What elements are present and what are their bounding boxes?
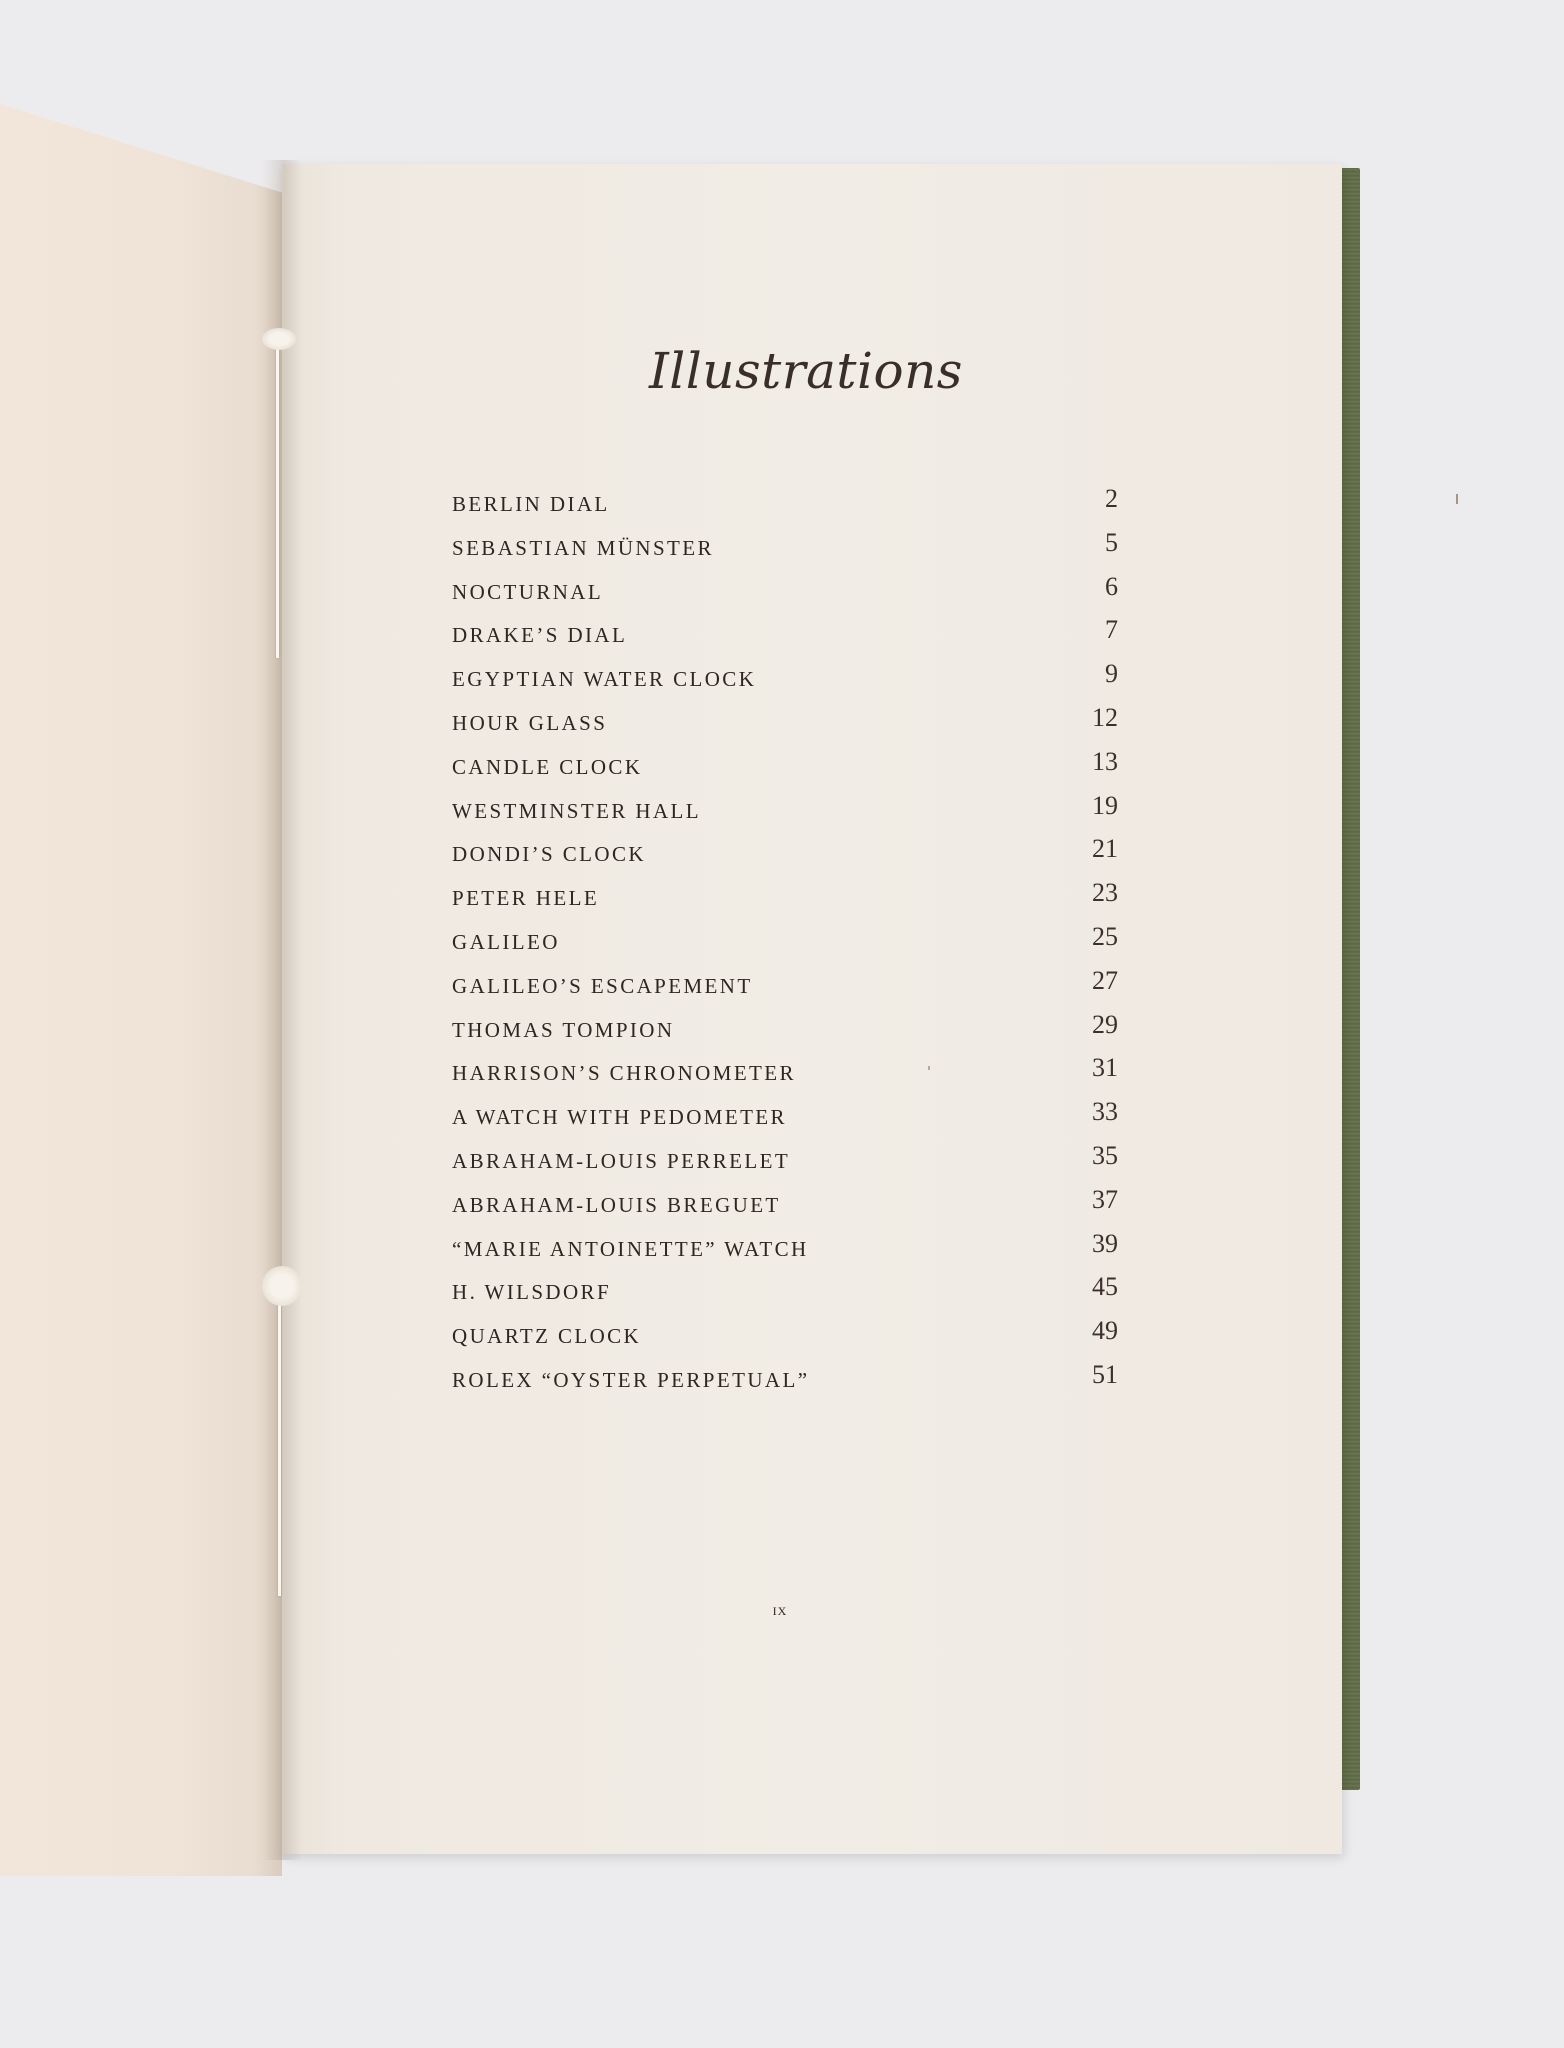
binding-thread-lower [278,1278,281,1596]
illustrations-list [452,478,1122,1398]
illustration-title: THOMAS TOMPION [452,1017,675,1042]
list-item [452,522,1122,566]
illustration-page-number: 2 [1105,484,1118,513]
illustration-title: CANDLE CLOCK [452,754,643,779]
list-item [452,1091,1122,1135]
illustration-title: ABRAHAM-LOUIS PERRELET [452,1148,791,1173]
page-number-folio [0,1600,1564,1620]
illustration-page-number: 9 [1105,659,1118,689]
illustration-page-number: 19 [1092,790,1118,820]
list-item [452,566,1122,610]
list-item [452,1135,1122,1179]
illustration-page-number: 49 [1092,1316,1118,1346]
illustration-title: H. WILSDORF [452,1280,612,1305]
folio-text: ix [772,1600,788,1619]
illustration-title: NOCTURNAL [452,579,604,604]
list-item [452,1047,1122,1091]
illustration-title: EGYPTIAN WATER CLOCK [452,667,757,692]
paper-speck [1456,494,1458,504]
list-item [452,1354,1122,1398]
illustration-title: DRAKE’S DIAL [452,623,628,648]
list-item [452,1223,1122,1267]
illustration-page-number: 39 [1092,1228,1118,1258]
illustration-page-number: 25 [1092,921,1118,951]
illustration-page-number: 7 [1105,615,1118,645]
illustration-title: HARRISON’S CHRONOMETER [452,1061,796,1086]
illustration-title: ROLEX “OYSTER PERPETUAL” [452,1367,810,1392]
illustration-title: PETER HELE [452,886,600,911]
list-item [452,741,1122,785]
list-item [452,609,1122,653]
illustration-page-number: 12 [1092,702,1118,732]
illustration-page-number: 51 [1092,1359,1118,1389]
illustration-page-number: 29 [1092,1009,1118,1039]
list-item [452,1310,1122,1354]
list-item [452,478,1122,522]
illustration-title: A WATCH WITH PEDOMETER [452,1105,787,1130]
illustration-title: HOUR GLASS [452,710,608,735]
illustration-page-number: 13 [1092,746,1118,776]
illustration-page-number: 35 [1092,1140,1118,1170]
list-item [452,960,1122,1004]
illustration-page-number: 23 [1092,878,1118,908]
illustration-page-number: 37 [1092,1184,1118,1214]
illustration-title: GALILEO [452,929,560,954]
list-item [452,653,1122,697]
illustration-title: DONDI’S CLOCK [452,842,646,867]
illustration-page-number: 21 [1092,834,1118,864]
list-item [452,697,1122,741]
illustration-page-number: 5 [1105,527,1118,557]
illustration-title: WESTMINSTER HALL [452,798,701,823]
illustration-title: ABRAHAM-LOUIS BREGUET [452,1192,781,1217]
page-title-text: Illustrations [649,342,963,400]
list-item [452,1004,1122,1048]
list-item [452,785,1122,829]
list-item [452,828,1122,872]
illustration-title: QUARTZ CLOCK [452,1324,642,1349]
illustration-title: SEBASTIAN MÜNSTER [452,535,714,560]
page-title [0,342,1564,400]
illustration-page-number: 27 [1092,965,1118,995]
illustration-title: GALILEO’S ESCAPEMENT [452,973,753,998]
binding-knot-lower [262,1266,302,1306]
illustration-page-number: 6 [1105,571,1118,601]
illustration-page-number: 31 [1092,1053,1118,1083]
list-item [452,916,1122,960]
list-item [452,1266,1122,1310]
illustration-page-number: 33 [1092,1097,1118,1127]
list-item [452,1179,1122,1223]
illustration-title: BERLIN DIAL [452,492,610,516]
illustration-title: “MARIE ANTOINETTE” WATCH [452,1236,809,1261]
illustration-page-number: 45 [1092,1272,1118,1302]
list-item [452,872,1122,916]
